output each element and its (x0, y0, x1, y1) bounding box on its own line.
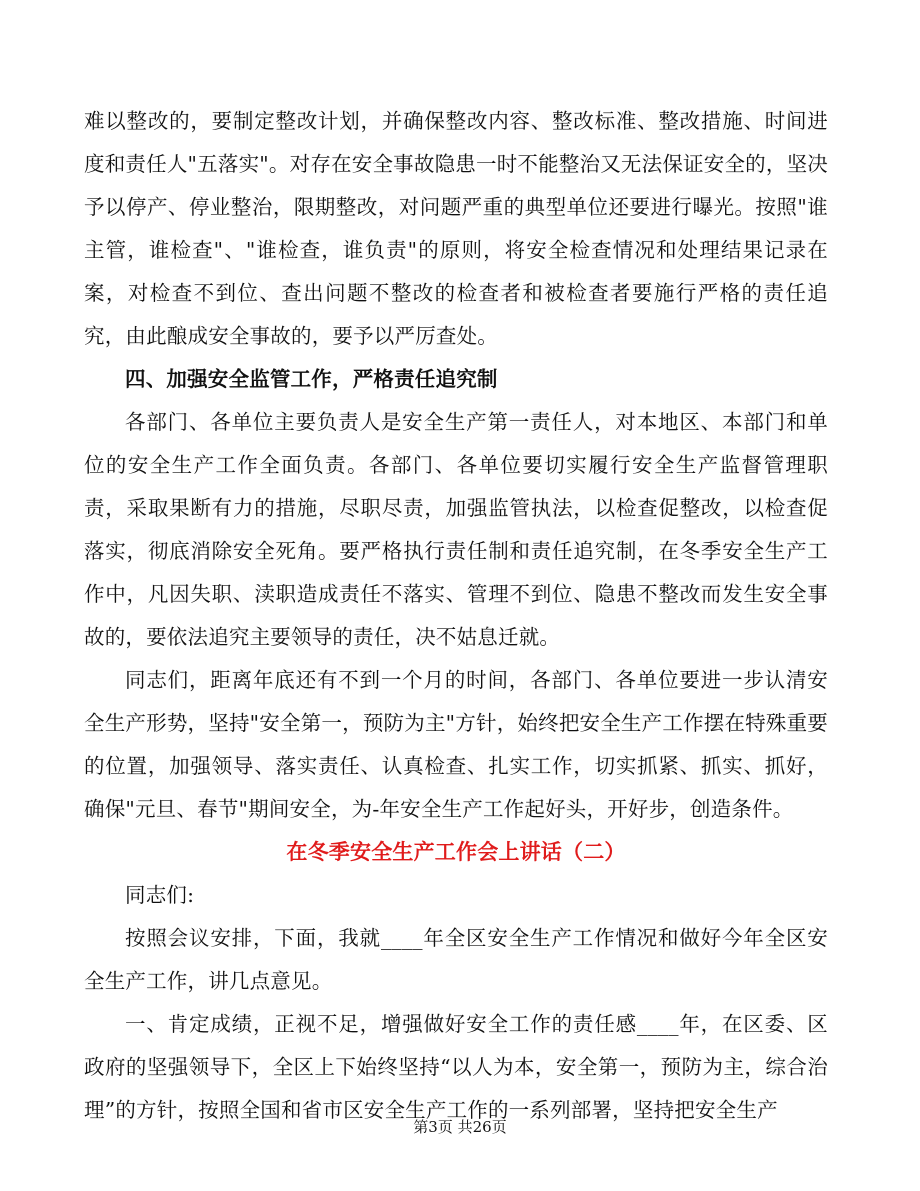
paragraph-section-one: 一、肯定成绩，正视不足，增强做好安全工作的责任感____年，在区委、区政府的坚强领导下，全区上下始终坚持“以人为本，安全第一，预防为主，综合治理”的方针，按照全国和省市区安全生产工作的一系列部署，坚持把安全生产 (84, 1012, 828, 1122)
paragraph-closing: 同志们，距离年底还有不到一个月的时间，各部门、各单位要进一步认清安全生产形势，坚持"安全第一，预防为主"方针，始终把安全生产工作摆在特殊重要的位置，加强领导、落实责任、认真检查、扎实工作，切实抓紧、抓实、抓好，确保"元旦、春节"期间安全，为-年安全生产工作起好头，开好步，创造条件。 (84, 668, 828, 821)
paragraph-continuation: 难以整改的，要制定整改计划，并确保整改内容、整改标准、整改措施、时间进度和责任人"五落实"。对存在安全事故隐患一时不能整治又无法保证安全的，坚决予以停产、停业整治，限期整改，对问题严重的典型单位还要进行曝光。按照"谁主管，谁检查"、"谁检查，谁负责"的原则，将安全检查情况和处理结果记录在案，对检查不到位、查出问题不整改的检查者和被检查者要施行严格的责任追究，由此酿成安全事故的，要予以严厉查处。 (84, 109, 828, 348)
page-number: 第3页 共26页 (413, 1118, 507, 1136)
section-heading: 四、加强安全监管工作，严格责任追究制 (125, 367, 498, 391)
speech-title: 在冬季安全生产工作会上讲话（二） (286, 840, 626, 864)
document-body (84, 100, 828, 1132)
salutation: 同志们: (125, 883, 195, 907)
paragraph-responsibility: 各部门、各单位主要负责人是安全生产第一责任人，对本地区、本部门和单位的安全生产工作全面负责。各部门、各单位要切实履行安全生产监督管理职责，采取果断有力的措施，尽职尽责，加强监管执法，以检查促整改，以检查促落实，彻底消除安全死角。要严格执行责任制和责任追究制，在冬季安全生产工作中，凡因失职、渎职造成责任不落实、管理不到位、隐患不整改而发生安全事故的，要依法追究主要领导的责任，决不姑息迁就。 (84, 410, 828, 649)
paragraph-intro: 按照会议安排，下面，我就____年全区安全生产工作情况和做好今年全区安全生产工作，讲几点意见。 (84, 926, 828, 993)
